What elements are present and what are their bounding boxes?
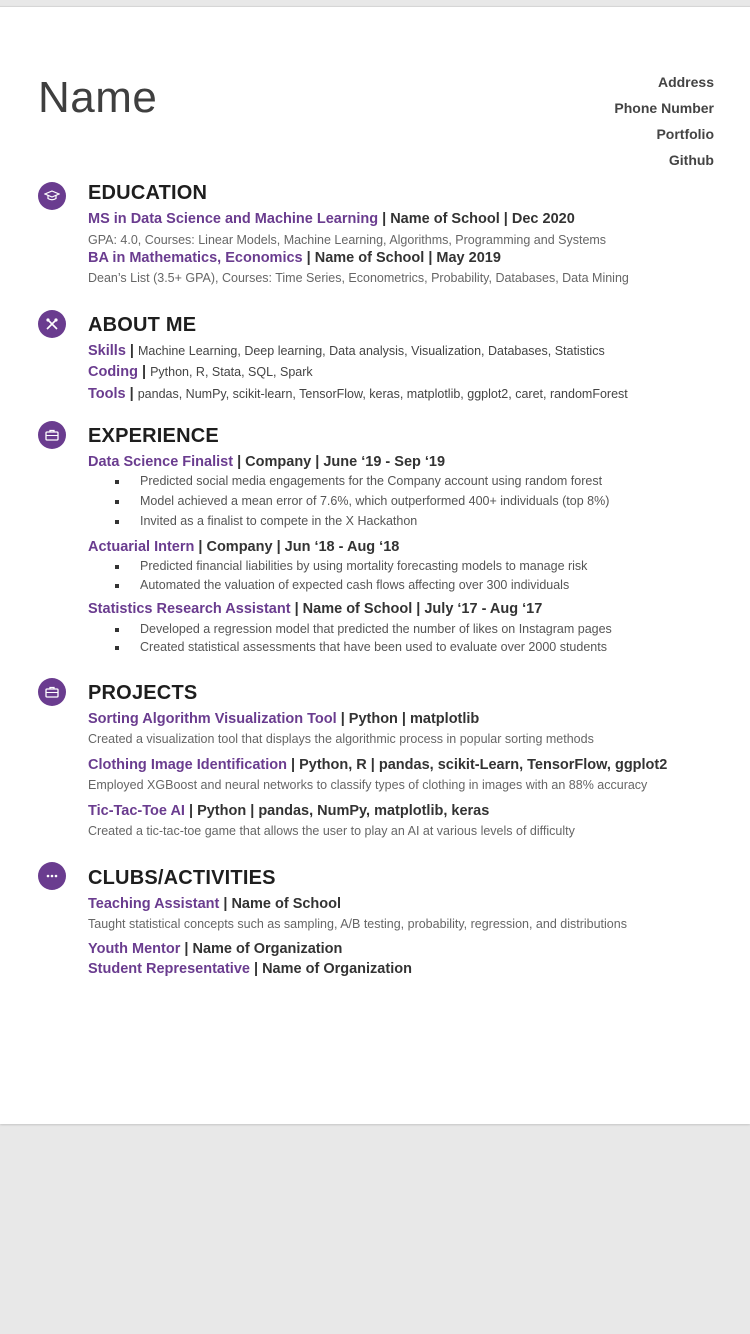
contact-portfolio: Portfolio <box>656 126 714 142</box>
degree-meta: | Name of School | May 2019 <box>306 250 501 266</box>
row-value: Python, R, Stata, SQL, Spark <box>150 365 313 379</box>
job-meta: | Company | Jun ‘18 - Aug ‘18 <box>198 539 400 555</box>
job-bullet: Predicted social media engagements for the Company account using random forest <box>115 474 602 488</box>
experience-title: EXPERIENCE <box>88 425 219 447</box>
degree-meta: | Name of School | Dec 2020 <box>382 211 575 227</box>
club-meta: | Name of School <box>223 896 342 912</box>
education-entry <box>88 211 575 227</box>
row-label: Tools <box>88 386 126 402</box>
row-separator: | <box>129 386 134 402</box>
briefcase-icon <box>38 678 66 706</box>
job-meta: | Company | June ‘19 - Sep ‘19 <box>237 454 446 470</box>
ellipsis-icon <box>38 862 66 890</box>
about-title: ABOUT ME <box>88 314 197 336</box>
job-bullet: Automated the valuation of expected cash flows affecting over 300 individuals <box>115 578 569 592</box>
club-detail: Taught statistical concepts such as sampling, A/B testing, probability, regression, and distributions <box>88 917 627 931</box>
education-detail: GPA: 4.0, Courses: Linear Models, Machine Learning, Algorithms, Programming and Systems <box>88 233 607 247</box>
row-separator: | <box>129 343 134 359</box>
club-heading <box>88 941 342 957</box>
project-name: Tic-Tac-Toe AI <box>88 803 185 819</box>
contact-block <box>614 71 714 175</box>
tools-row <box>88 386 628 402</box>
contact-phone: Phone Number <box>614 100 714 116</box>
coding-row <box>88 364 313 380</box>
project-detail: Created a tic-tac-toe game that allows the user to play an AI at various levels of difficulty <box>88 824 575 838</box>
education-entry <box>88 250 501 266</box>
education-detail: Dean’s List (3.5+ GPA), Courses: Time Series, Econometrics, Probability, Databases, Data Mining <box>88 271 629 285</box>
skills-row <box>88 343 605 359</box>
job-role: Actuarial Intern <box>88 539 195 555</box>
row-separator: | <box>141 364 147 380</box>
projects-title: PROJECTS <box>88 682 198 704</box>
project-detail: Employed XGBoost and neural networks to classify types of clothing in images with an 88% accuracy <box>88 778 648 792</box>
project-detail: Created a visualization tool that displays the algorithmic process in popular sorting methods <box>88 732 594 746</box>
graduation-cap-icon <box>38 182 66 210</box>
job-heading <box>88 454 445 470</box>
project-heading <box>88 803 489 819</box>
project-meta: | Python | matplotlib <box>340 711 480 727</box>
project-meta: | Python | pandas, NumPy, matplotlib, keras <box>188 803 490 819</box>
job-bullet: Predicted financial liabilities by using mortality forecasting models to manage risk <box>115 559 587 573</box>
club-heading <box>88 896 341 912</box>
club-meta: | Name of Organization <box>184 941 343 957</box>
club-name: Teaching Assistant <box>88 896 220 912</box>
contact-github: Github <box>668 152 714 168</box>
project-name: Sorting Algorithm Visualization Tool <box>88 711 337 727</box>
job-meta: | Name of School | July ‘17 - Aug ‘17 <box>294 601 543 617</box>
clubs-title: CLUBS/ACTIVITIES <box>88 867 276 889</box>
job-bullet: Created statistical assessments that have been used to evaluate over 2000 students <box>115 640 607 654</box>
club-name: Student Representative <box>88 961 250 977</box>
job-heading <box>88 601 542 617</box>
row-value: pandas, NumPy, scikit-learn, TensorFlow, keras, matplotlib, ggplot2, caret, randomForest <box>137 387 628 401</box>
job-heading <box>88 539 399 555</box>
resume-page <box>0 6 750 1124</box>
job-bullet: Invited as a finalist to compete in the X Hackathon <box>115 514 417 528</box>
tools-icon <box>38 310 66 338</box>
candidate-name: Name <box>38 73 158 122</box>
job-role: Statistics Research Assistant <box>88 601 291 617</box>
education-title: EDUCATION <box>88 182 208 204</box>
row-label: Coding <box>88 364 138 380</box>
degree-name: MS in Data Science and Machine Learning <box>88 211 379 227</box>
project-heading <box>88 711 479 727</box>
job-bullet: Developed a regression model that predicted the number of likes on Instagram pages <box>115 622 612 636</box>
job-bullet: Model achieved a mean error of 7.6%, which outperformed 400+ individuals (top 8%) <box>115 494 609 508</box>
degree-name: BA in Mathematics, Economics <box>88 250 303 266</box>
club-name: Youth Mentor <box>88 941 181 957</box>
row-value: Machine Learning, Deep learning, Data analysis, Visualization, Databases, Statistics <box>138 344 605 358</box>
job-role: Data Science Finalist <box>88 454 234 470</box>
row-label: Skills <box>88 343 126 359</box>
project-heading <box>88 757 667 773</box>
project-name: Clothing Image Identification <box>88 757 287 773</box>
club-heading <box>88 961 412 977</box>
club-meta: | Name of Organization <box>254 961 412 977</box>
contact-address: Address <box>657 74 714 90</box>
project-meta: | Python, R | pandas, scikit-Learn, TensorFlow, ggplot2 <box>291 757 668 773</box>
briefcase-icon <box>38 421 66 449</box>
